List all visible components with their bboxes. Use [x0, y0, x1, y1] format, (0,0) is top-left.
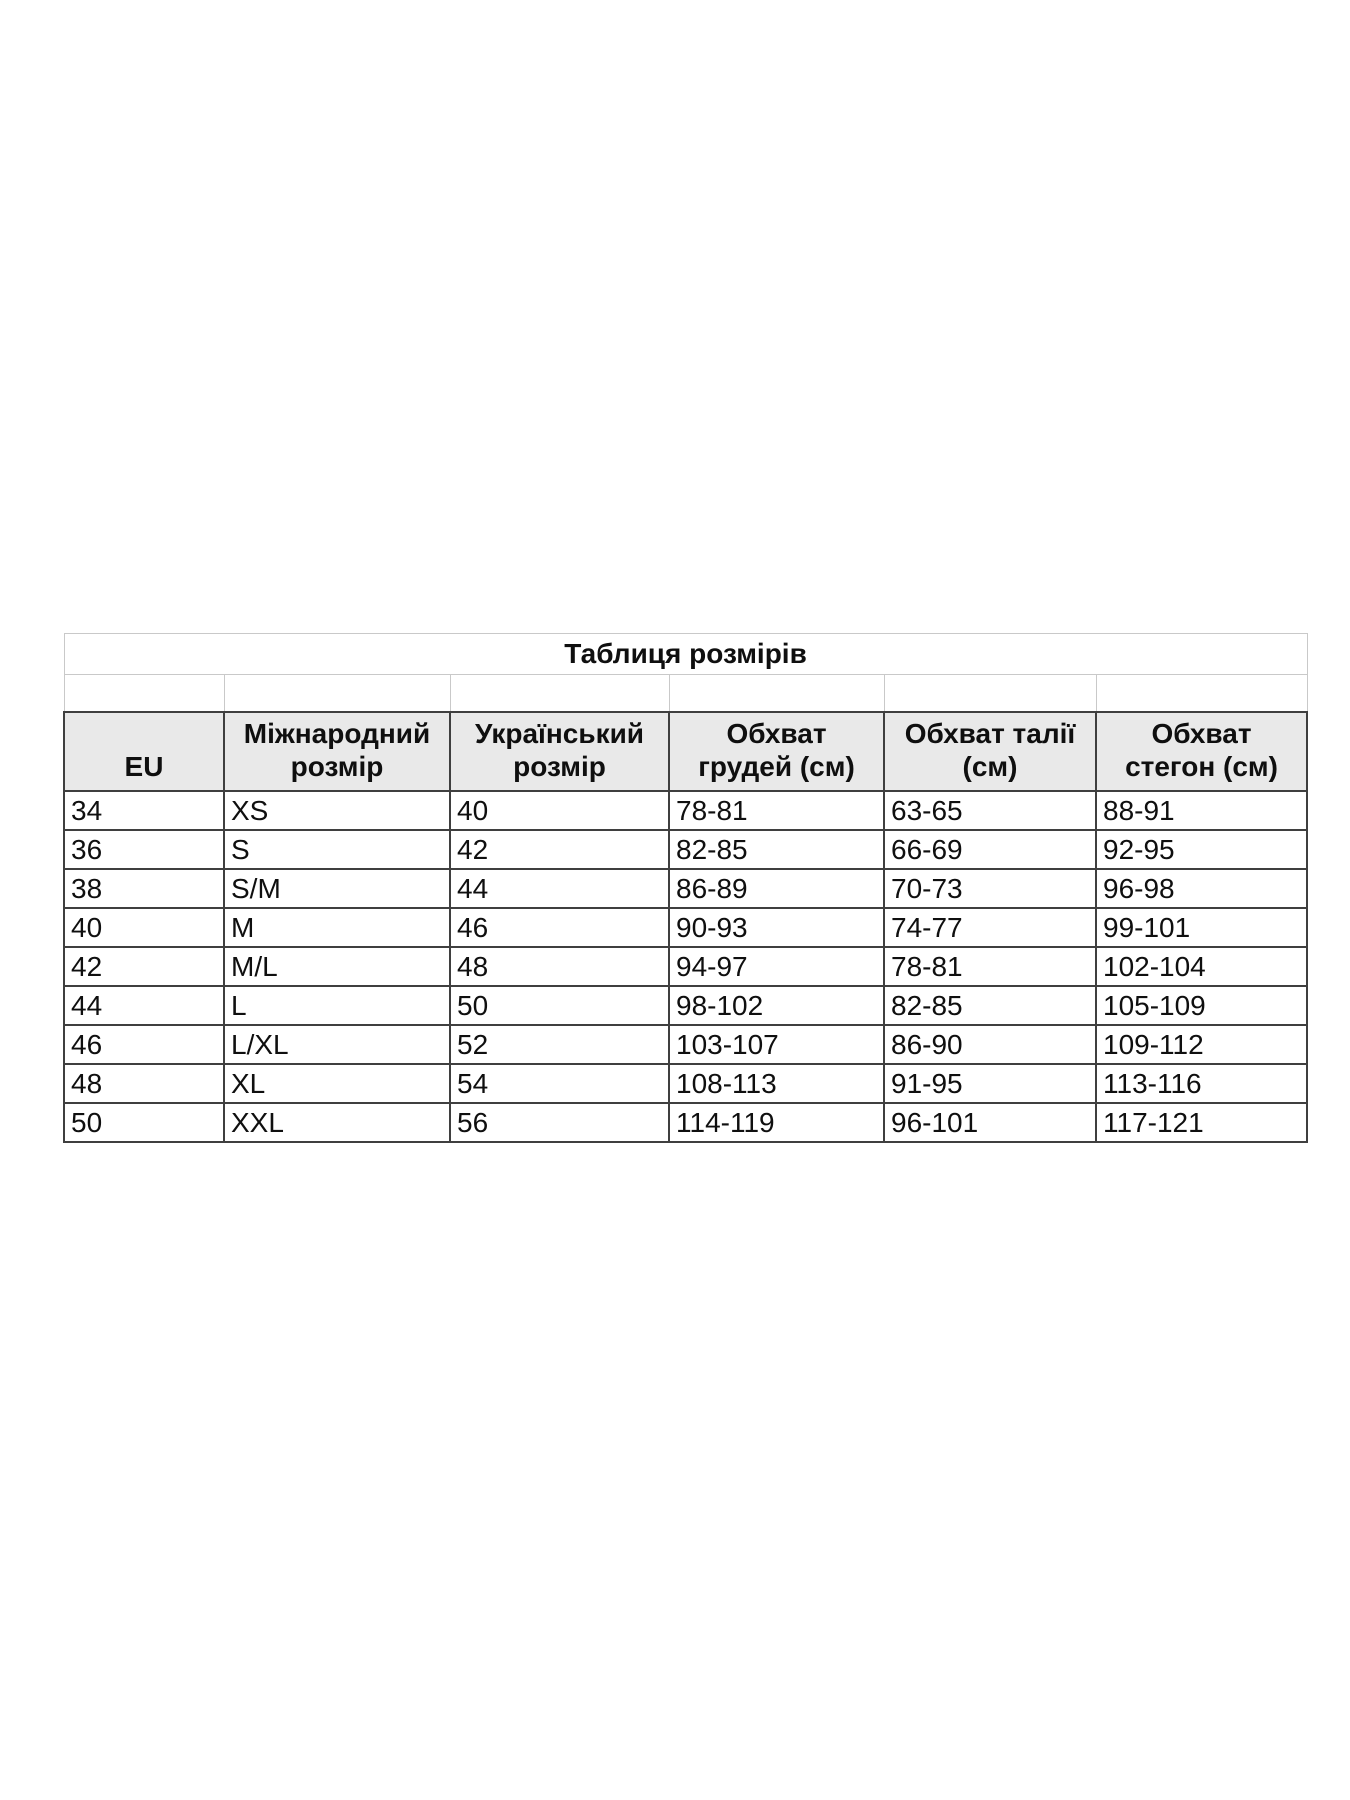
table-cell: 42	[64, 947, 224, 986]
table-row	[64, 791, 1307, 830]
table-cell: 48	[450, 947, 669, 986]
table-cell: 117-121	[1096, 1103, 1307, 1142]
table-cell: 40	[64, 908, 224, 947]
table-cell: 98-102	[669, 986, 884, 1025]
table-cell: 34	[64, 791, 224, 830]
spacer-cell	[224, 675, 450, 713]
table-cell: XXL	[224, 1103, 450, 1142]
table-cell: 50	[64, 1103, 224, 1142]
spacer-cell	[1096, 675, 1307, 713]
table-cell: L/XL	[224, 1025, 450, 1064]
table-cell: M/L	[224, 947, 450, 986]
header-label: Обхват	[726, 718, 827, 749]
table-cell: 96-98	[1096, 869, 1307, 908]
table-cell: 52	[450, 1025, 669, 1064]
header-label: стегон (см)	[1125, 751, 1278, 782]
column-header-ukrainian-size	[450, 712, 669, 791]
table-row	[64, 947, 1307, 986]
table-cell: 63-65	[884, 791, 1096, 830]
table-row	[64, 1064, 1307, 1103]
table-cell: 42	[450, 830, 669, 869]
table-cell: 74-77	[884, 908, 1096, 947]
table-cell: 92-95	[1096, 830, 1307, 869]
column-header-hips	[1096, 712, 1307, 791]
table-cell: 38	[64, 869, 224, 908]
table-cell: 103-107	[669, 1025, 884, 1064]
header-row	[64, 712, 1307, 791]
header-label: розмір	[290, 751, 384, 782]
header-label: розмір	[513, 751, 606, 782]
table-cell: 56	[450, 1103, 669, 1142]
table-title: Таблиця розмірів	[64, 634, 1307, 675]
table-cell: 105-109	[1096, 986, 1307, 1025]
spacer-cell	[669, 675, 884, 713]
header-label: Обхват талії	[904, 718, 1076, 749]
table-cell: 50	[450, 986, 669, 1025]
table-cell: S/M	[224, 869, 450, 908]
table-cell: XL	[224, 1064, 450, 1103]
header-label: EU	[124, 751, 164, 782]
table-cell: L	[224, 986, 450, 1025]
table-cell: 44	[450, 869, 669, 908]
header-label: (см)	[962, 751, 1018, 782]
table-cell: 94-97	[669, 947, 884, 986]
spacer-cell	[450, 675, 669, 713]
table-cell: M	[224, 908, 450, 947]
table-cell: 86-89	[669, 869, 884, 908]
column-header-international-size	[224, 712, 450, 791]
table-cell: 46	[450, 908, 669, 947]
table-cell: 113-116	[1096, 1064, 1307, 1103]
table-row	[64, 869, 1307, 908]
spacer-row	[64, 675, 1307, 713]
table-cell: 78-81	[669, 791, 884, 830]
column-header-waist	[884, 712, 1096, 791]
table-cell: 102-104	[1096, 947, 1307, 986]
table-row	[64, 908, 1307, 947]
title-row	[64, 634, 1307, 675]
table-cell: 66-69	[884, 830, 1096, 869]
table-cell: 90-93	[669, 908, 884, 947]
header-label: Обхват	[1151, 718, 1252, 749]
table-cell: S	[224, 830, 450, 869]
spacer-cell	[64, 675, 224, 713]
table-cell: 78-81	[884, 947, 1096, 986]
size-chart-table	[63, 633, 1308, 1143]
header-label: Міжнародний	[243, 718, 431, 749]
spacer-cell	[884, 675, 1096, 713]
header-label: Український	[474, 718, 645, 749]
table-cell: 82-85	[884, 986, 1096, 1025]
table-cell: 44	[64, 986, 224, 1025]
table-cell: 46	[64, 1025, 224, 1064]
table-cell: 40	[450, 791, 669, 830]
table-cell: 86-90	[884, 1025, 1096, 1064]
table-cell: XS	[224, 791, 450, 830]
table-cell: 96-101	[884, 1103, 1096, 1142]
table-cell: 48	[64, 1064, 224, 1103]
header-label: грудей (см)	[698, 751, 855, 782]
table-row	[64, 1025, 1307, 1064]
column-header-chest	[669, 712, 884, 791]
table-cell: 88-91	[1096, 791, 1307, 830]
table-cell: 82-85	[669, 830, 884, 869]
table-cell: 114-119	[669, 1103, 884, 1142]
table-cell: 108-113	[669, 1064, 884, 1103]
table-row	[64, 1103, 1307, 1142]
table-cell: 36	[64, 830, 224, 869]
table-cell: 54	[450, 1064, 669, 1103]
table-cell: 70-73	[884, 869, 1096, 908]
table-row	[64, 830, 1307, 869]
table-cell: 91-95	[884, 1064, 1096, 1103]
table-cell: 109-112	[1096, 1025, 1307, 1064]
table-row	[64, 986, 1307, 1025]
column-header-eu	[64, 712, 224, 791]
table-cell: 99-101	[1096, 908, 1307, 947]
